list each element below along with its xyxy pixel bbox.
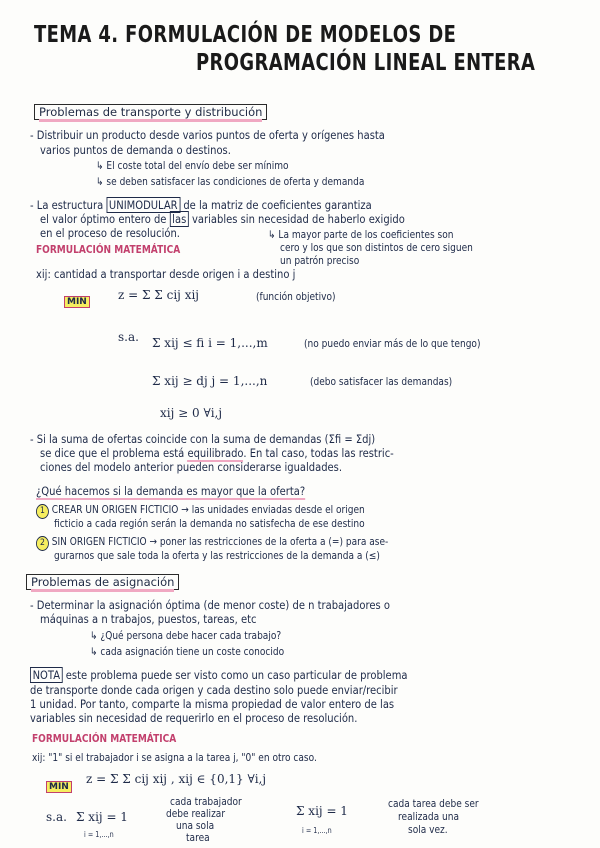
section-heading-transport: Problemas de transporte y distribución	[34, 104, 267, 120]
transport-bullet-1-line-1: - Distribuir un producto desde varios puntos de oferta y orígenes hasta	[30, 128, 385, 142]
coefficient-note-line-2: cero y los que son distintos de cero siguen	[280, 242, 473, 254]
constraint-offer: Σ xij ≤ fi i = 1,...,m	[152, 336, 268, 350]
transport-sub-bullet-1: ↳ El coste total del envío debe ser mínimo	[96, 160, 289, 172]
nota-line-2: de transporte donde cada origen y cada destino solo puede enviar/recibir	[30, 683, 398, 697]
xij-definition-2: xij: "1" si el trabajador i se asigna a la tarea j, "0" en otro caso.	[32, 752, 317, 764]
constraint-worker-note-1: cada trabajador	[170, 796, 242, 808]
formulation-heading-1: FORMULACIÓN MATEMÁTICA	[36, 244, 181, 256]
transport-bullet-2-line-1: - La estructura UNIMODULAR de la matriz de coeficientes garantiza	[30, 198, 372, 212]
balanced-bullet-line-2: se dice que el problema está equilibrado. En tal caso, todas las restric-	[40, 446, 394, 460]
constraint-task-note-1: cada tarea debe ser	[388, 798, 479, 810]
assignment-bullet-line-1: - Determinar la asignación óptima (de menor coste) de n trabajadores o	[30, 598, 390, 612]
min-tag-2: MIN	[46, 774, 72, 793]
assignment-sub-bullet-1: ↳ ¿Qué persona debe hacer cada trabajo?	[90, 630, 282, 642]
option-2-line-1: 2 SIN ORIGEN FICTICIO → poner las restricciones de la oferta a (=) para ase-	[36, 536, 388, 551]
page-title-line-2: PROGRAMACIÓN LINEAL ENTERA	[196, 50, 536, 76]
option-2-number: 2	[36, 536, 49, 551]
objective-note-1: (función objetivo)	[256, 291, 336, 303]
unimodular-boxed-word: UNIMODULAR	[106, 197, 180, 213]
transport-bullet-2-line-3: en el proceso de resolución.	[40, 226, 180, 240]
constraint-task: Σ xij = 1	[296, 804, 348, 818]
assignment-sub-bullet-2: ↳ cada asignación tiene un coste conocido	[90, 646, 285, 658]
transport-sub-bullet-2: ↳ se deben satisfacer las condiciones de oferta y demanda	[96, 176, 365, 188]
transport-bullet-2-line-2: el valor óptimo entero de las variables sin necesidad de haberlo exigido	[40, 212, 405, 226]
constraint-demand-note: (debo satisfacer las demandas)	[310, 376, 453, 388]
option-1-line-2: ficticio a cada región serán la demanda no satisfecha de ese destino	[54, 518, 365, 530]
option-2-line-2: gurarnos que sale toda la oferta y las restricciones de la demanda a (≤)	[54, 550, 380, 562]
balanced-bullet-line-1: - Si la suma de ofertas coincide con la suma de demandas (Σfi = Σdj)	[30, 432, 376, 446]
constraint-offer-note: (no puedo enviar más de lo que tengo)	[304, 338, 481, 350]
constraint-worker: Σ xij = 1	[76, 810, 128, 824]
constraint-task-note-2: realizada una	[398, 811, 460, 823]
constraint-worker-note-2: debe realizar	[166, 808, 226, 820]
option-1-line-1: 1 CREAR UN ORIGEN FICTICIO → las unidades enviadas desde el origen	[36, 504, 365, 519]
option-1-number: 1	[36, 504, 49, 519]
section-heading-assignment: Problemas de asignación	[26, 574, 179, 590]
constraint-task-note-3: sola vez.	[408, 824, 448, 836]
constraint-worker-note-4: tarea	[186, 832, 210, 844]
page-title-line-1: TEMA 4. FORMULACIÓN DE MODELOS DE	[34, 22, 457, 48]
constraint-demand: Σ xij ≥ dj j = 1,...,n	[152, 374, 268, 388]
subject-to-2: s.a.	[46, 810, 67, 824]
demand-question: ¿Qué hacemos si la demanda es mayor que la oferta?	[36, 484, 306, 498]
constraint-worker-note-3: una sola	[176, 820, 215, 832]
assignment-bullet-line-2: máquinas a n trabajos, puestos, tareas, etc	[40, 612, 257, 626]
objective-function-2: z = Σ Σ cij xij , xij ∈ {0,1} ∀i,j	[86, 772, 267, 786]
objective-function-1: z = Σ Σ cij xij	[118, 288, 200, 302]
nota-line-4: variables sin necesidad de requerirlo en el proceso de resolución.	[30, 711, 358, 725]
min-tag-1: MIN	[64, 289, 90, 308]
coefficient-note-line-3: un patrón preciso	[280, 255, 360, 267]
constraint-worker-range: i = 1,...,n	[84, 830, 114, 839]
formulation-heading-2: FORMULACIÓN MATEMÁTICA	[32, 733, 177, 745]
subject-to-1: s.a.	[118, 330, 139, 344]
nota-tag: NOTA	[30, 667, 63, 683]
constraint-nonnegativity: xij ≥ 0 ∀i,j	[160, 406, 223, 420]
nota-line-3: 1 unidad. Por tanto, comparte la misma propiedad de valor entero de las	[30, 697, 395, 711]
transport-bullet-1-line-2: varios puntos de demanda o destinos.	[40, 143, 231, 157]
xij-definition-1: xij: cantidad a transportar desde origen i a destino j	[36, 267, 296, 281]
constraint-task-range: i = 1,...,n	[302, 826, 332, 835]
coefficient-note-line-1: ↳ La mayor parte de los coeficientes son	[268, 229, 454, 241]
nota-line-1: NOTA este problema puede ser visto como un caso particular de problema	[30, 668, 408, 682]
balanced-bullet-line-3: ciones del modelo anterior pueden considerarse igualdades.	[40, 460, 343, 474]
